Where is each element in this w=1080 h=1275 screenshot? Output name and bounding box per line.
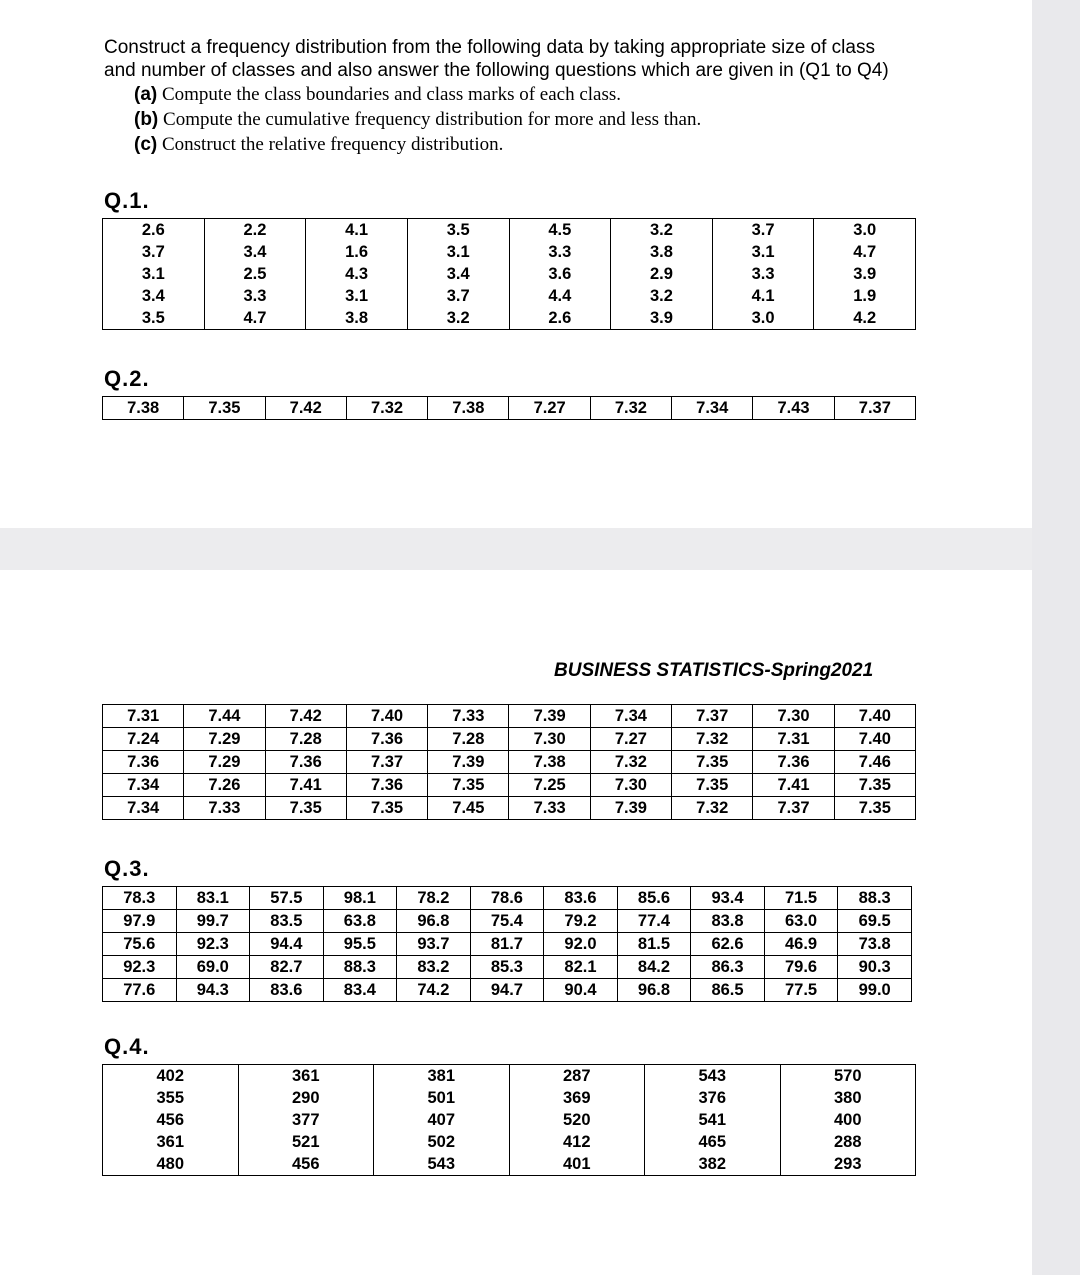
- table-cell: 83.2: [397, 956, 471, 979]
- table-cell: 82.7: [250, 956, 324, 979]
- table-cell: 77.4: [617, 910, 691, 933]
- table-cell: 7.37: [346, 751, 427, 774]
- table-cell: 376: [645, 1087, 781, 1109]
- table-cell: 3.7: [407, 285, 509, 307]
- table-cell: 7.24: [103, 728, 184, 751]
- table-cell: 7.36: [753, 751, 834, 774]
- table-cell: 7.35: [428, 774, 509, 797]
- instructions-line-2: and number of classes and also answer the following questions which are given in (Q1 to Q4): [104, 60, 889, 81]
- table-cell: 7.32: [346, 397, 427, 420]
- table-row: [103, 1087, 916, 1109]
- q2-label: Q.2.: [104, 366, 150, 391]
- table-cell: 7.36: [103, 751, 184, 774]
- table-row: [103, 728, 916, 751]
- table-cell: 3.5: [407, 219, 509, 242]
- table-cell: 7.35: [265, 797, 346, 820]
- table-cell: 501: [374, 1087, 510, 1109]
- table-cell: 69.5: [838, 910, 912, 933]
- table-cell: 63.8: [323, 910, 397, 933]
- document-page-1: [0, 0, 1032, 528]
- instruction-a: [134, 82, 984, 107]
- table-cell: 3.3: [712, 263, 814, 285]
- table-cell: 2.6: [509, 307, 611, 330]
- table-cell: 7.36: [265, 751, 346, 774]
- table-cell: 456: [103, 1109, 239, 1131]
- table-cell: 541: [645, 1109, 781, 1131]
- instruction-b-label: (b): [134, 109, 159, 130]
- table-cell: 380: [780, 1087, 916, 1109]
- table-cell: 7.37: [672, 705, 753, 728]
- table-cell: 290: [238, 1087, 374, 1109]
- table-row: [103, 307, 916, 330]
- table-cell: 98.1: [323, 887, 397, 910]
- table-cell: 7.34: [672, 397, 753, 420]
- table-cell: 78.3: [103, 887, 177, 910]
- table-cell: 90.4: [544, 979, 618, 1002]
- table-cell: 3.0: [712, 307, 814, 330]
- table-cell: 7.36: [346, 774, 427, 797]
- table-cell: 520: [509, 1109, 645, 1131]
- table-cell: 81.7: [470, 933, 544, 956]
- table-cell: 7.37: [834, 397, 915, 420]
- table-row: [103, 1153, 916, 1176]
- table-cell: 7.32: [590, 751, 671, 774]
- table-cell: 402: [103, 1065, 239, 1088]
- table-row: [103, 933, 912, 956]
- table-cell: 7.26: [184, 774, 265, 797]
- q1-data-table: [102, 218, 916, 330]
- table-cell: 84.2: [617, 956, 691, 979]
- table-cell: 95.5: [323, 933, 397, 956]
- table-cell: 3.9: [611, 307, 713, 330]
- table-cell: 288: [780, 1131, 916, 1153]
- table-cell: 7.34: [590, 705, 671, 728]
- instruction-b-text: Compute the cumulative frequency distribution for more and less than.: [163, 109, 702, 130]
- table-cell: 83.6: [250, 979, 324, 1002]
- table-cell: 3.2: [611, 285, 713, 307]
- table-row: [103, 241, 916, 263]
- table-cell: 7.35: [672, 751, 753, 774]
- table-cell: 83.1: [176, 887, 250, 910]
- table-cell: 369: [509, 1087, 645, 1109]
- table-cell: 355: [103, 1087, 239, 1109]
- table-cell: 96.8: [617, 979, 691, 1002]
- table-row: [103, 910, 912, 933]
- table-cell: 78.2: [397, 887, 471, 910]
- table-cell: 3.4: [103, 285, 205, 307]
- table-cell: 86.3: [691, 956, 765, 979]
- instruction-c-label: (c): [134, 134, 158, 155]
- table-cell: 7.35: [672, 774, 753, 797]
- table-cell: 543: [374, 1153, 510, 1176]
- table-cell: 400: [780, 1109, 916, 1131]
- table-cell: 3.4: [204, 241, 306, 263]
- table-cell: 7.32: [672, 728, 753, 751]
- table-cell: 3.2: [611, 219, 713, 242]
- table-cell: 7.30: [753, 705, 834, 728]
- table-cell: 3.1: [712, 241, 814, 263]
- table-cell: 361: [238, 1065, 374, 1088]
- table-cell: 2.9: [611, 263, 713, 285]
- table-cell: 46.9: [764, 933, 838, 956]
- table-cell: 83.5: [250, 910, 324, 933]
- table-cell: 3.2: [407, 307, 509, 330]
- instruction-a-label: (a): [134, 84, 158, 105]
- table-cell: 2.6: [103, 219, 205, 242]
- table-cell: 85.3: [470, 956, 544, 979]
- page2-header: BUSINESS STATISTICS-Spring2021: [554, 660, 874, 681]
- table-cell: 3.7: [103, 241, 205, 263]
- table-cell: 94.7: [470, 979, 544, 1002]
- table-cell: 4.1: [712, 285, 814, 307]
- table-cell: 3.4: [407, 263, 509, 285]
- table-cell: 7.28: [265, 728, 346, 751]
- table-cell: 570: [780, 1065, 916, 1088]
- table-cell: 99.0: [838, 979, 912, 1002]
- table-cell: 4.1: [306, 219, 408, 242]
- table-cell: 3.5: [103, 307, 205, 330]
- table-row: [103, 219, 916, 242]
- table-cell: 97.9: [103, 910, 177, 933]
- table-cell: 75.4: [470, 910, 544, 933]
- table-cell: 7.35: [346, 797, 427, 820]
- table-cell: 3.1: [407, 241, 509, 263]
- q2-continued-table: [102, 704, 916, 820]
- table-cell: 7.28: [428, 728, 509, 751]
- table-cell: 83.6: [544, 887, 618, 910]
- table-cell: 4.7: [814, 241, 916, 263]
- table-cell: 7.35: [184, 397, 265, 420]
- table-cell: 88.3: [838, 887, 912, 910]
- table-cell: 7.46: [834, 751, 915, 774]
- q4-data-table: [102, 1064, 916, 1176]
- table-row: [103, 774, 916, 797]
- table-cell: 78.6: [470, 887, 544, 910]
- table-cell: 293: [780, 1153, 916, 1176]
- instruction-b: [134, 107, 984, 132]
- table-cell: 7.32: [672, 797, 753, 820]
- table-cell: 7.30: [590, 774, 671, 797]
- table-row: [103, 1109, 916, 1131]
- table-cell: 7.42: [265, 397, 346, 420]
- table-cell: 7.38: [509, 751, 590, 774]
- table-cell: 1.6: [306, 241, 408, 263]
- table-cell: 377: [238, 1109, 374, 1131]
- table-cell: 4.5: [509, 219, 611, 242]
- table-row: [103, 956, 912, 979]
- table-cell: 456: [238, 1153, 374, 1176]
- table-cell: 73.8: [838, 933, 912, 956]
- table-cell: 7.25: [509, 774, 590, 797]
- table-cell: 7.41: [265, 774, 346, 797]
- table-cell: 7.33: [428, 705, 509, 728]
- table-cell: 407: [374, 1109, 510, 1131]
- table-row: [103, 751, 916, 774]
- table-cell: 7.40: [834, 728, 915, 751]
- table-cell: 7.35: [834, 797, 915, 820]
- table-row: [103, 263, 916, 285]
- q3-data-table: [102, 886, 912, 1002]
- table-cell: 92.0: [544, 933, 618, 956]
- table-row: [103, 797, 916, 820]
- table-cell: 3.1: [103, 263, 205, 285]
- table-cell: 3.1: [306, 285, 408, 307]
- table-cell: 3.6: [509, 263, 611, 285]
- table-cell: 92.3: [176, 933, 250, 956]
- table-cell: 82.1: [544, 956, 618, 979]
- table-cell: 96.8: [397, 910, 471, 933]
- table-cell: 7.31: [103, 705, 184, 728]
- table-cell: 79.6: [764, 956, 838, 979]
- table-cell: 86.5: [691, 979, 765, 1002]
- table-cell: 88.3: [323, 956, 397, 979]
- table-cell: 7.42: [265, 705, 346, 728]
- table-row: [103, 705, 916, 728]
- table-cell: 3.8: [306, 307, 408, 330]
- table-row: [103, 887, 912, 910]
- table-cell: 361: [103, 1131, 239, 1153]
- instructions-line-1: Construct a frequency distribution from the following data by taking appropriate size of class: [104, 37, 875, 58]
- table-cell: 7.32: [590, 397, 671, 420]
- table-cell: 382: [645, 1153, 781, 1176]
- table-cell: 7.40: [346, 705, 427, 728]
- table-cell: 74.2: [397, 979, 471, 1002]
- table-cell: 7.33: [509, 797, 590, 820]
- table-cell: 4.7: [204, 307, 306, 330]
- table-cell: 7.39: [428, 751, 509, 774]
- table-cell: 1.9: [814, 285, 916, 307]
- table-cell: 412: [509, 1131, 645, 1153]
- table-cell: 480: [103, 1153, 239, 1176]
- table-cell: 521: [238, 1131, 374, 1153]
- table-cell: 287: [509, 1065, 645, 1088]
- table-row: [103, 1131, 916, 1153]
- q4-label: Q.4.: [104, 1034, 150, 1059]
- table-cell: 90.3: [838, 956, 912, 979]
- table-cell: 7.36: [346, 728, 427, 751]
- q2-data-row-table: [102, 396, 916, 420]
- table-cell: 3.3: [509, 241, 611, 263]
- table-cell: 62.6: [691, 933, 765, 956]
- table-cell: 7.37: [753, 797, 834, 820]
- table-cell: 543: [645, 1065, 781, 1088]
- q3-label: Q.3.: [104, 856, 150, 881]
- table-cell: 94.3: [176, 979, 250, 1002]
- instructions: [104, 36, 984, 157]
- table-cell: 3.8: [611, 241, 713, 263]
- table-cell: 99.7: [176, 910, 250, 933]
- table-cell: 7.38: [428, 397, 509, 420]
- table-cell: 7.45: [428, 797, 509, 820]
- q1-label: Q.1.: [104, 188, 150, 213]
- table-cell: 7.44: [184, 705, 265, 728]
- table-cell: 4.2: [814, 307, 916, 330]
- table-cell: 7.38: [103, 397, 184, 420]
- table-cell: 7.34: [103, 797, 184, 820]
- table-cell: 77.6: [103, 979, 177, 1002]
- table-cell: 7.29: [184, 751, 265, 774]
- table-cell: 2.5: [204, 263, 306, 285]
- table-cell: 3.7: [712, 219, 814, 242]
- table-cell: 7.30: [509, 728, 590, 751]
- table-cell: 7.31: [753, 728, 834, 751]
- table-cell: 75.6: [103, 933, 177, 956]
- table-cell: 69.0: [176, 956, 250, 979]
- instruction-c-text: Construct the relative frequency distribution.: [161, 134, 504, 155]
- table-row: [103, 285, 916, 307]
- table-cell: 81.5: [617, 933, 691, 956]
- table-cell: 3.3: [204, 285, 306, 307]
- table-cell: 92.3: [103, 956, 177, 979]
- table-cell: 381: [374, 1065, 510, 1088]
- table-cell: 502: [374, 1131, 510, 1153]
- table-cell: 63.0: [764, 910, 838, 933]
- table-cell: 77.5: [764, 979, 838, 1002]
- table-cell: 4.3: [306, 263, 408, 285]
- table-cell: 71.5: [764, 887, 838, 910]
- table-cell: 7.27: [590, 728, 671, 751]
- table-cell: 3.9: [814, 263, 916, 285]
- table-cell: 401: [509, 1153, 645, 1176]
- instruction-a-text: Compute the class boundaries and class marks of each class.: [161, 84, 622, 105]
- table-cell: 465: [645, 1131, 781, 1153]
- table-cell: 57.5: [250, 887, 324, 910]
- table-cell: 7.27: [509, 397, 590, 420]
- table-cell: 94.4: [250, 933, 324, 956]
- table-cell: 93.4: [691, 887, 765, 910]
- table-cell: 7.41: [753, 774, 834, 797]
- table-row: [103, 979, 912, 1002]
- table-cell: 2.2: [204, 219, 306, 242]
- instruction-c: [134, 132, 984, 157]
- table-cell: 7.29: [184, 728, 265, 751]
- table-cell: 4.4: [509, 285, 611, 307]
- table-cell: 7.40: [834, 705, 915, 728]
- table-cell: 83.8: [691, 910, 765, 933]
- table-cell: 93.7: [397, 933, 471, 956]
- table-cell: 7.35: [834, 774, 915, 797]
- table-cell: 7.33: [184, 797, 265, 820]
- page-separator: [0, 528, 1032, 570]
- viewer-scroll-gutter[interactable]: [1032, 0, 1080, 1275]
- table-cell: 3.0: [814, 219, 916, 242]
- table-cell: 7.43: [753, 397, 834, 420]
- table-cell: 83.4: [323, 979, 397, 1002]
- table-cell: 7.39: [590, 797, 671, 820]
- table-row: [103, 397, 916, 420]
- table-cell: 79.2: [544, 910, 618, 933]
- table-row: [103, 1065, 916, 1088]
- table-cell: 7.39: [509, 705, 590, 728]
- table-cell: 7.34: [103, 774, 184, 797]
- table-cell: 85.6: [617, 887, 691, 910]
